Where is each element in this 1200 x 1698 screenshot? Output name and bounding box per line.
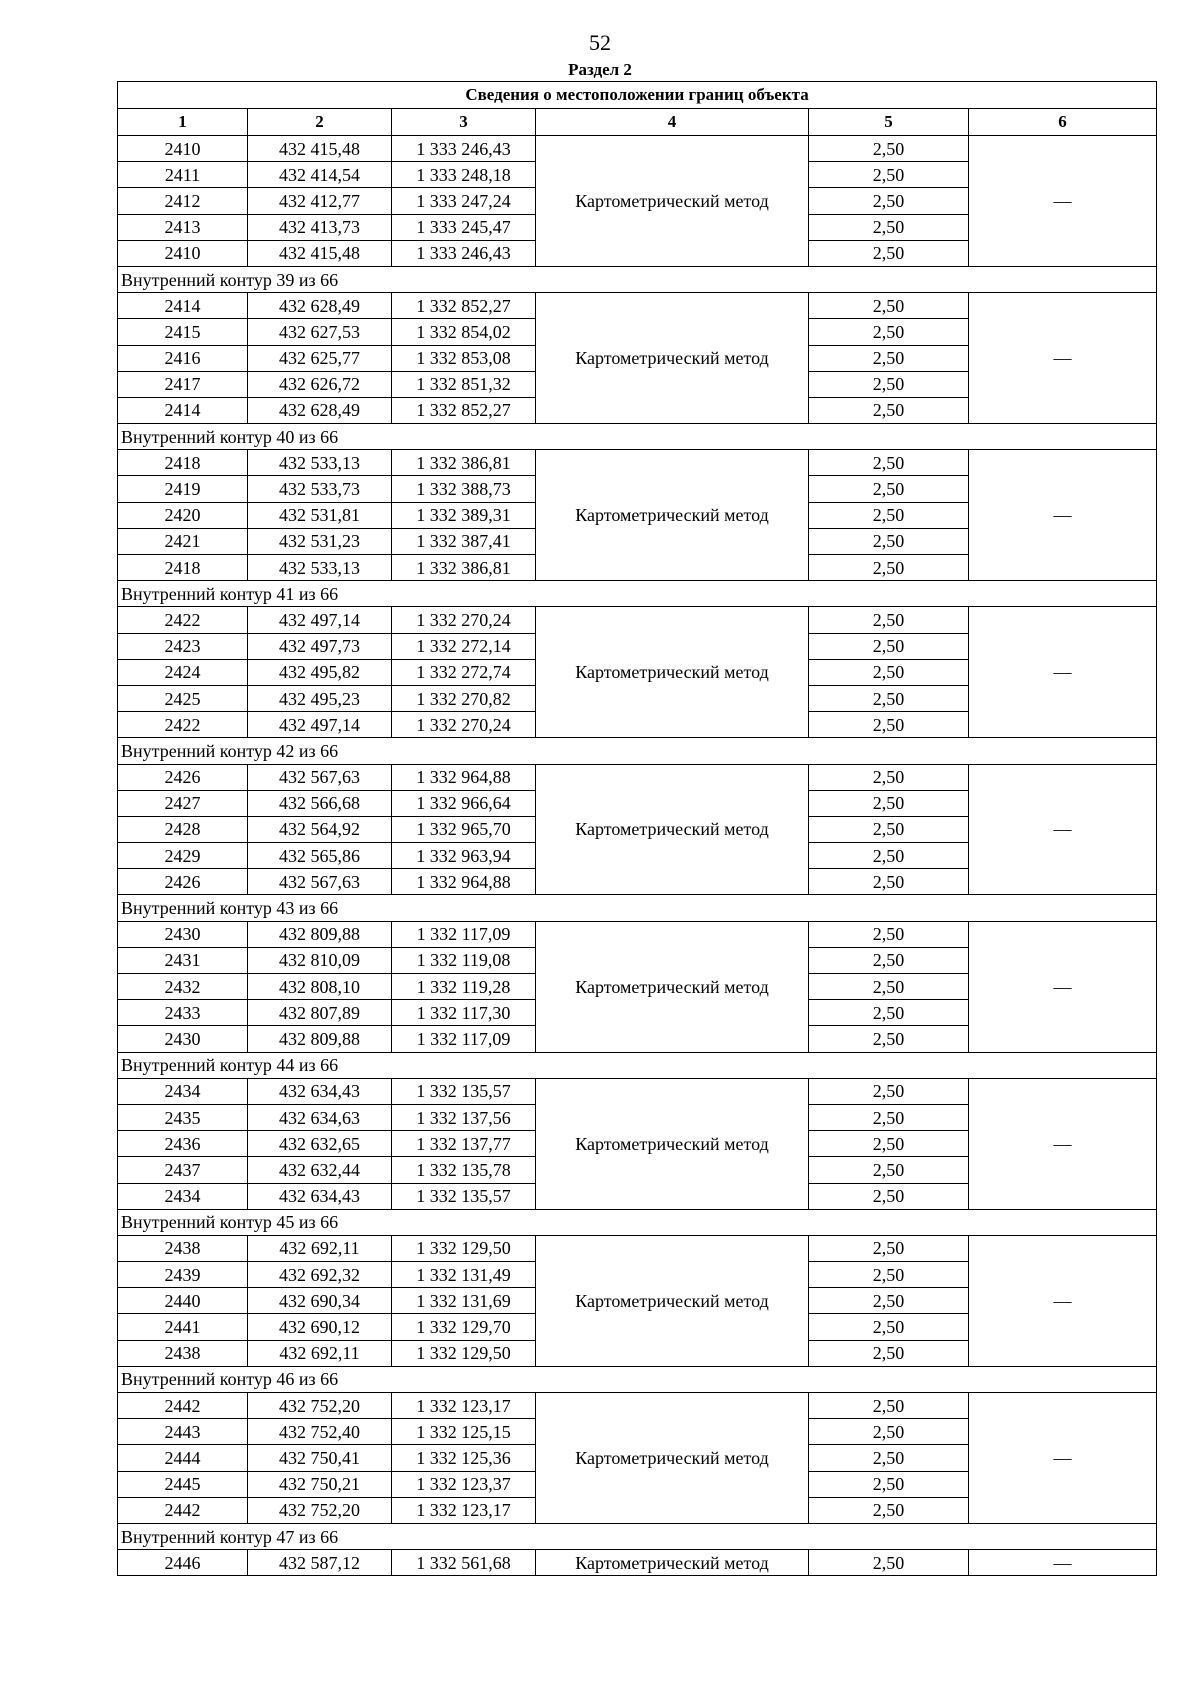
column-6-cell: — — [969, 1078, 1157, 1209]
method-cell: Картометрический метод — [536, 450, 809, 581]
point-number-cell: 2436 — [118, 1131, 248, 1157]
y-coordinate-cell: 1 332 119,08 — [392, 947, 536, 973]
contour-label: Внутренний контур 40 из 66 — [118, 424, 1157, 450]
x-coordinate-cell: 432 495,82 — [248, 659, 392, 685]
contour-label-row — [118, 1052, 1157, 1078]
x-coordinate-cell: 432 567,63 — [248, 869, 392, 895]
y-coordinate-cell: 1 332 386,81 — [392, 450, 536, 476]
error-cell: 2,50 — [809, 869, 969, 895]
point-number-cell: 2418 — [118, 555, 248, 581]
point-number-cell: 2420 — [118, 502, 248, 528]
column-header-4: 4 — [536, 109, 809, 136]
error-cell: 2,50 — [809, 1340, 969, 1366]
x-coordinate-cell: 432 634,43 — [248, 1078, 392, 1104]
x-coordinate-cell: 432 628,49 — [248, 293, 392, 319]
x-coordinate-cell: 432 690,12 — [248, 1314, 392, 1340]
column-header-5: 5 — [809, 109, 969, 136]
y-coordinate-cell: 1 332 125,36 — [392, 1445, 536, 1471]
y-coordinate-cell: 1 332 137,56 — [392, 1104, 536, 1130]
error-cell: 2,50 — [809, 345, 969, 371]
contour-label: Внутренний контур 44 из 66 — [118, 1052, 1157, 1078]
y-coordinate-cell: 1 332 853,08 — [392, 345, 536, 371]
error-cell: 2,50 — [809, 162, 969, 188]
x-coordinate-cell: 432 531,23 — [248, 528, 392, 554]
column-6-cell: — — [969, 136, 1157, 267]
point-number-cell: 2444 — [118, 1445, 248, 1471]
error-cell: 2,50 — [809, 790, 969, 816]
y-coordinate-cell: 1 333 245,47 — [392, 214, 536, 240]
x-coordinate-cell: 432 565,86 — [248, 843, 392, 869]
column-header-2: 2 — [248, 109, 392, 136]
table-row — [118, 1550, 1157, 1576]
y-coordinate-cell: 1 332 123,17 — [392, 1393, 536, 1419]
x-coordinate-cell: 432 810,09 — [248, 947, 392, 973]
point-number-cell: 2429 — [118, 843, 248, 869]
y-coordinate-cell: 1 332 125,15 — [392, 1419, 536, 1445]
point-number-cell: 2428 — [118, 816, 248, 842]
error-cell: 2,50 — [809, 1078, 969, 1104]
y-coordinate-cell: 1 332 270,82 — [392, 685, 536, 711]
y-coordinate-cell: 1 332 129,50 — [392, 1340, 536, 1366]
table-row — [118, 293, 1157, 319]
contour-label-row — [118, 1523, 1157, 1549]
method-cell: Картометрический метод — [536, 1393, 809, 1524]
error-cell: 2,50 — [809, 1104, 969, 1130]
x-coordinate-cell: 432 808,10 — [248, 974, 392, 1000]
x-coordinate-cell: 432 809,88 — [248, 921, 392, 947]
point-number-cell: 2442 — [118, 1393, 248, 1419]
column-6-cell: — — [969, 450, 1157, 581]
method-cell: Картометрический метод — [536, 764, 809, 895]
y-coordinate-cell: 1 332 117,30 — [392, 1000, 536, 1026]
x-coordinate-cell: 432 415,48 — [248, 240, 392, 266]
point-number-cell: 2410 — [118, 136, 248, 162]
error-cell: 2,50 — [809, 1497, 969, 1523]
error-cell: 2,50 — [809, 659, 969, 685]
y-coordinate-cell: 1 333 246,43 — [392, 136, 536, 162]
point-number-cell: 2414 — [118, 293, 248, 319]
method-cell: Картометрический метод — [536, 1078, 809, 1209]
method-cell: Картометрический метод — [536, 921, 809, 1052]
column-6-cell: — — [969, 921, 1157, 1052]
point-number-cell: 2445 — [118, 1471, 248, 1497]
error-cell: 2,50 — [809, 1471, 969, 1497]
table-title: Сведения о местоположении границ объекта — [118, 82, 1157, 109]
error-cell: 2,50 — [809, 974, 969, 1000]
error-cell: 2,50 — [809, 1419, 969, 1445]
error-cell: 2,50 — [809, 1235, 969, 1261]
y-coordinate-cell: 1 332 135,78 — [392, 1157, 536, 1183]
x-coordinate-cell: 432 566,68 — [248, 790, 392, 816]
table-row — [118, 1078, 1157, 1104]
column-6-cell: — — [969, 607, 1157, 738]
contour-label-row — [118, 581, 1157, 607]
contour-label: Внутренний контур 46 из 66 — [118, 1366, 1157, 1392]
point-number-cell: 2412 — [118, 188, 248, 214]
x-coordinate-cell: 432 750,41 — [248, 1445, 392, 1471]
point-number-cell: 2440 — [118, 1288, 248, 1314]
x-coordinate-cell: 432 632,44 — [248, 1157, 392, 1183]
point-number-cell: 2430 — [118, 921, 248, 947]
method-cell: Картометрический метод — [536, 293, 809, 424]
y-coordinate-cell: 1 332 270,24 — [392, 712, 536, 738]
point-number-cell: 2413 — [118, 214, 248, 240]
y-coordinate-cell: 1 332 270,24 — [392, 607, 536, 633]
error-cell: 2,50 — [809, 397, 969, 423]
x-coordinate-cell: 432 531,81 — [248, 502, 392, 528]
error-cell: 2,50 — [809, 528, 969, 554]
method-cell: Картометрический метод — [536, 1550, 809, 1576]
error-cell: 2,50 — [809, 1550, 969, 1576]
method-cell: Картометрический метод — [536, 136, 809, 267]
table-body — [118, 136, 1157, 1576]
error-cell: 2,50 — [809, 921, 969, 947]
error-cell: 2,50 — [809, 712, 969, 738]
point-number-cell: 2425 — [118, 685, 248, 711]
y-coordinate-cell: 1 332 272,14 — [392, 633, 536, 659]
y-coordinate-cell: 1 332 129,50 — [392, 1235, 536, 1261]
y-coordinate-cell: 1 332 135,57 — [392, 1183, 536, 1209]
point-number-cell: 2431 — [118, 947, 248, 973]
error-cell: 2,50 — [809, 476, 969, 502]
point-number-cell: 2435 — [118, 1104, 248, 1130]
point-number-cell: 2421 — [118, 528, 248, 554]
x-coordinate-cell: 432 533,13 — [248, 450, 392, 476]
x-coordinate-cell: 432 628,49 — [248, 397, 392, 423]
error-cell: 2,50 — [809, 555, 969, 581]
point-number-cell: 2434 — [118, 1078, 248, 1104]
point-number-cell: 2415 — [118, 319, 248, 345]
page-number: 52 — [589, 30, 611, 55]
point-number-cell: 2422 — [118, 607, 248, 633]
contour-label: Внутренний контур 41 из 66 — [118, 581, 1157, 607]
contour-label: Внутренний контур 42 из 66 — [118, 738, 1157, 764]
y-coordinate-cell: 1 332 272,74 — [392, 659, 536, 685]
point-number-cell: 2424 — [118, 659, 248, 685]
error-cell: 2,50 — [809, 1157, 969, 1183]
x-coordinate-cell: 432 692,11 — [248, 1235, 392, 1261]
column-6-cell: — — [969, 1550, 1157, 1576]
error-cell: 2,50 — [809, 843, 969, 869]
column-header-1: 1 — [118, 109, 248, 136]
error-cell: 2,50 — [809, 1000, 969, 1026]
error-cell: 2,50 — [809, 188, 969, 214]
error-cell: 2,50 — [809, 1026, 969, 1052]
error-cell: 2,50 — [809, 502, 969, 528]
point-number-cell: 2419 — [118, 476, 248, 502]
y-coordinate-cell: 1 332 386,81 — [392, 555, 536, 581]
point-number-cell: 2437 — [118, 1157, 248, 1183]
x-coordinate-cell: 432 587,12 — [248, 1550, 392, 1576]
point-number-cell: 2416 — [118, 345, 248, 371]
x-coordinate-cell: 432 627,53 — [248, 319, 392, 345]
point-number-cell: 2439 — [118, 1262, 248, 1288]
point-number-cell: 2426 — [118, 869, 248, 895]
error-cell: 2,50 — [809, 816, 969, 842]
error-cell: 2,50 — [809, 371, 969, 397]
point-number-cell: 2434 — [118, 1183, 248, 1209]
point-number-cell: 2411 — [118, 162, 248, 188]
method-cell: Картометрический метод — [536, 607, 809, 738]
table-row — [118, 136, 1157, 162]
error-cell: 2,50 — [809, 240, 969, 266]
x-coordinate-cell: 432 412,77 — [248, 188, 392, 214]
error-cell: 2,50 — [809, 450, 969, 476]
error-cell: 2,50 — [809, 136, 969, 162]
error-cell: 2,50 — [809, 1393, 969, 1419]
x-coordinate-cell: 432 692,11 — [248, 1340, 392, 1366]
point-number-cell: 2442 — [118, 1497, 248, 1523]
x-coordinate-cell: 432 752,20 — [248, 1497, 392, 1523]
point-number-cell: 2422 — [118, 712, 248, 738]
x-coordinate-cell: 432 625,77 — [248, 345, 392, 371]
contour-label: Внутренний контур 47 из 66 — [118, 1523, 1157, 1549]
column-6-cell: — — [969, 764, 1157, 895]
y-coordinate-cell: 1 332 137,77 — [392, 1131, 536, 1157]
y-coordinate-cell: 1 332 964,88 — [392, 869, 536, 895]
contour-label-row — [118, 1209, 1157, 1235]
error-cell: 2,50 — [809, 1314, 969, 1340]
contour-label: Внутренний контур 39 из 66 — [118, 266, 1157, 292]
point-number-cell: 2418 — [118, 450, 248, 476]
point-number-cell: 2432 — [118, 974, 248, 1000]
y-coordinate-cell: 1 332 966,64 — [392, 790, 536, 816]
y-coordinate-cell: 1 332 131,49 — [392, 1262, 536, 1288]
error-cell: 2,50 — [809, 293, 969, 319]
y-coordinate-cell: 1 332 131,69 — [392, 1288, 536, 1314]
error-cell: 2,50 — [809, 1288, 969, 1314]
point-number-cell: 2443 — [118, 1419, 248, 1445]
y-coordinate-cell: 1 332 852,27 — [392, 397, 536, 423]
contour-label-row — [118, 895, 1157, 921]
error-cell: 2,50 — [809, 1131, 969, 1157]
point-number-cell: 2410 — [118, 240, 248, 266]
table-row — [118, 764, 1157, 790]
column-6-cell: — — [969, 293, 1157, 424]
x-coordinate-cell: 432 414,54 — [248, 162, 392, 188]
error-cell: 2,50 — [809, 764, 969, 790]
y-coordinate-cell: 1 333 246,43 — [392, 240, 536, 266]
error-cell: 2,50 — [809, 685, 969, 711]
table-row — [118, 450, 1157, 476]
error-cell: 2,50 — [809, 633, 969, 659]
y-coordinate-cell: 1 332 389,31 — [392, 502, 536, 528]
table-row — [118, 921, 1157, 947]
x-coordinate-cell: 432 690,34 — [248, 1288, 392, 1314]
point-number-cell: 2427 — [118, 790, 248, 816]
x-coordinate-cell: 432 533,73 — [248, 476, 392, 502]
y-coordinate-cell: 1 332 854,02 — [392, 319, 536, 345]
x-coordinate-cell: 432 533,13 — [248, 555, 392, 581]
error-cell: 2,50 — [809, 319, 969, 345]
x-coordinate-cell: 432 564,92 — [248, 816, 392, 842]
error-cell: 2,50 — [809, 607, 969, 633]
x-coordinate-cell: 432 413,73 — [248, 214, 392, 240]
x-coordinate-cell: 432 626,72 — [248, 371, 392, 397]
x-coordinate-cell: 432 415,48 — [248, 136, 392, 162]
error-cell: 2,50 — [809, 214, 969, 240]
contour-label-row — [118, 266, 1157, 292]
point-number-cell: 2438 — [118, 1235, 248, 1261]
error-cell: 2,50 — [809, 947, 969, 973]
y-coordinate-cell: 1 332 135,57 — [392, 1078, 536, 1104]
y-coordinate-cell: 1 332 965,70 — [392, 816, 536, 842]
y-coordinate-cell: 1 332 852,27 — [392, 293, 536, 319]
column-header-6: 6 — [969, 109, 1157, 136]
x-coordinate-cell: 432 634,43 — [248, 1183, 392, 1209]
error-cell: 2,50 — [809, 1183, 969, 1209]
error-cell: 2,50 — [809, 1445, 969, 1471]
coordinates-table — [117, 81, 1157, 1576]
y-coordinate-cell: 1 332 387,41 — [392, 528, 536, 554]
column-6-cell: — — [969, 1393, 1157, 1524]
y-coordinate-cell: 1 332 117,09 — [392, 1026, 536, 1052]
point-number-cell: 2426 — [118, 764, 248, 790]
x-coordinate-cell: 432 497,73 — [248, 633, 392, 659]
x-coordinate-cell: 432 752,40 — [248, 1419, 392, 1445]
contour-label: Внутренний контур 43 из 66 — [118, 895, 1157, 921]
y-coordinate-cell: 1 332 129,70 — [392, 1314, 536, 1340]
x-coordinate-cell: 432 807,89 — [248, 1000, 392, 1026]
column-header-3: 3 — [392, 109, 536, 136]
table-row — [118, 1393, 1157, 1419]
table-row — [118, 607, 1157, 633]
contour-label-row — [118, 738, 1157, 764]
y-coordinate-cell: 1 332 123,37 — [392, 1471, 536, 1497]
contour-label: Внутренний контур 45 из 66 — [118, 1209, 1157, 1235]
x-coordinate-cell: 432 750,21 — [248, 1471, 392, 1497]
point-number-cell: 2430 — [118, 1026, 248, 1052]
y-coordinate-cell: 1 332 561,68 — [392, 1550, 536, 1576]
x-coordinate-cell: 432 809,88 — [248, 1026, 392, 1052]
x-coordinate-cell: 432 632,65 — [248, 1131, 392, 1157]
y-coordinate-cell: 1 332 119,28 — [392, 974, 536, 1000]
y-coordinate-cell: 1 332 963,94 — [392, 843, 536, 869]
point-number-cell: 2414 — [118, 397, 248, 423]
y-coordinate-cell: 1 332 123,17 — [392, 1497, 536, 1523]
method-cell: Картометрический метод — [536, 1235, 809, 1366]
x-coordinate-cell: 432 692,32 — [248, 1262, 392, 1288]
y-coordinate-cell: 1 333 247,24 — [392, 188, 536, 214]
x-coordinate-cell: 432 497,14 — [248, 712, 392, 738]
table-row — [118, 1235, 1157, 1261]
point-number-cell: 2433 — [118, 1000, 248, 1026]
y-coordinate-cell: 1 332 117,09 — [392, 921, 536, 947]
error-cell: 2,50 — [809, 1262, 969, 1288]
x-coordinate-cell: 432 497,14 — [248, 607, 392, 633]
y-coordinate-cell: 1 332 964,88 — [392, 764, 536, 790]
point-number-cell: 2417 — [118, 371, 248, 397]
y-coordinate-cell: 1 333 248,18 — [392, 162, 536, 188]
column-6-cell: — — [969, 1235, 1157, 1366]
x-coordinate-cell: 432 567,63 — [248, 764, 392, 790]
x-coordinate-cell: 432 634,63 — [248, 1104, 392, 1130]
contour-label-row — [118, 424, 1157, 450]
y-coordinate-cell: 1 332 388,73 — [392, 476, 536, 502]
contour-label-row — [118, 1366, 1157, 1392]
x-coordinate-cell: 432 752,20 — [248, 1393, 392, 1419]
header-row — [118, 109, 1157, 136]
point-number-cell: 2423 — [118, 633, 248, 659]
section-title: Раздел 2 — [568, 60, 632, 79]
point-number-cell: 2446 — [118, 1550, 248, 1576]
y-coordinate-cell: 1 332 851,32 — [392, 371, 536, 397]
point-number-cell: 2438 — [118, 1340, 248, 1366]
point-number-cell: 2441 — [118, 1314, 248, 1340]
x-coordinate-cell: 432 495,23 — [248, 685, 392, 711]
